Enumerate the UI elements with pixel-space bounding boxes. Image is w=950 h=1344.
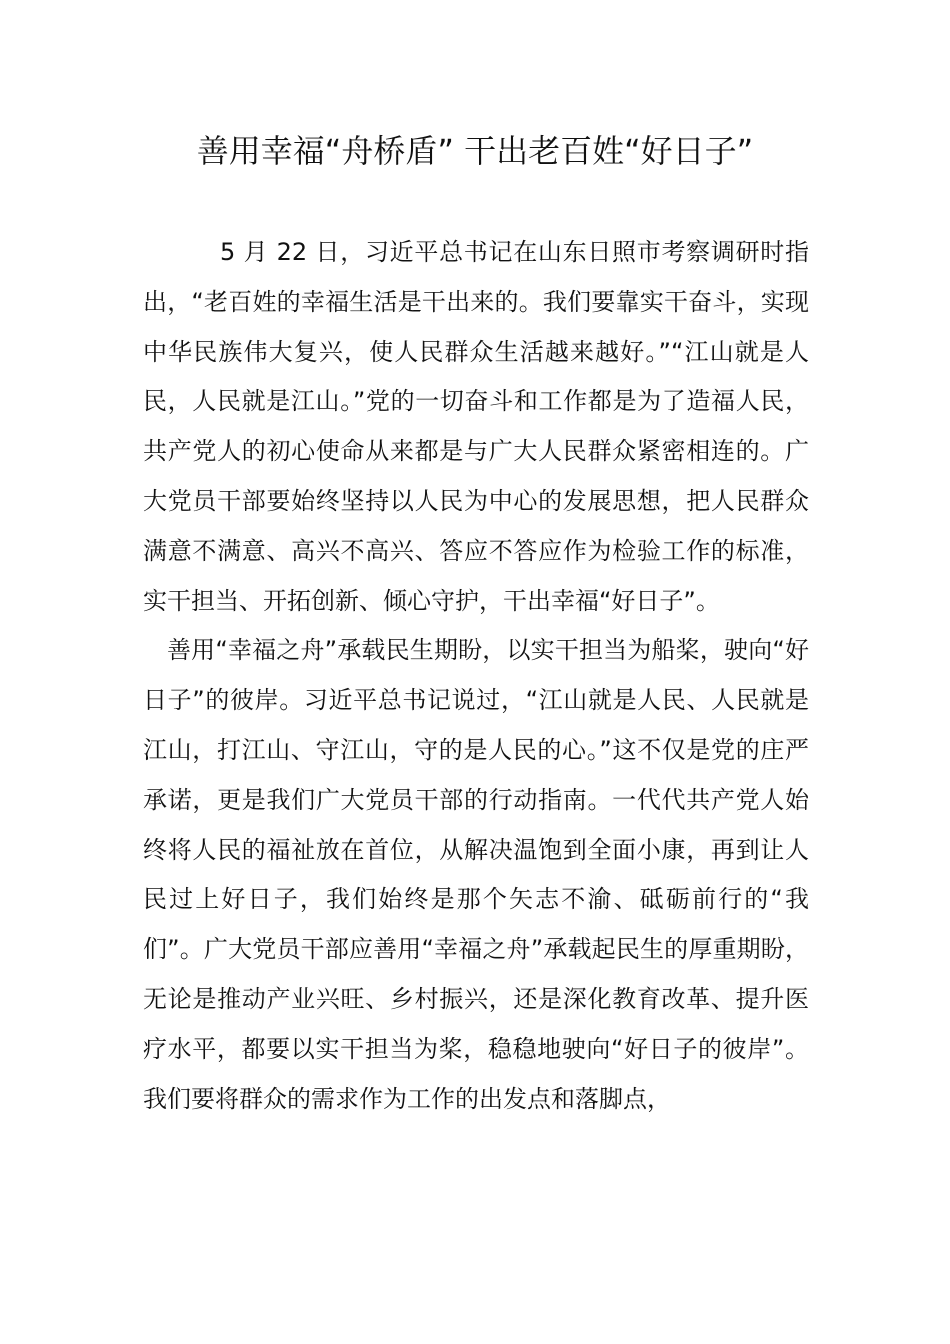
document-title: 善用幸福“舟桥盾” 干出老百姓“好日子” [196, 132, 754, 170]
paragraph-2: 善用“幸福之舟”承载民生期盼，以实干担当为船桨，驶向“好日子”的彼岸。习近平总书记说过，“江山就是人民、人民就是江山，打江山、守江山，守的是人民的心。”这不仅是党的庄严承诺，更是我们广大党员干部的行动指南。一代代共产党人始终将人民的福祉放在首位，从解决温饱到全面小康，再到让人民过上好日子，我们始终是那个矢志不渝、砥砺前行的“我们”。广大党员干部应善用“幸福之舟”承载起民生的厚重期盼，无论是推动产业兴旺、乡村振兴，还是深化教育改革、提升医疗水平，都要以实干担当为桨，稳稳地驶向“好日子的彼岸”。我们要将群众的需求作为工作的出发点和落脚点， [143, 636, 809, 1113]
document-body [143, 228, 809, 1124]
paragraph-1: 5 月 22 日，习近平总书记在山东日照市考察调研时指出，“老百姓的幸福生活是干出来的。我们要靠实干奋斗，实现中华民族伟大复兴，使人民群众生活越来越好。”“江山就是人民，人民就是江山。”党的一切奋斗和工作都是为了造福人民，共产党人的初心使命从来都是与广大人民群众紧密相连的。广大党员干部要始终坚持以人民为中心的发展思想，把人民群众满意不满意、高兴不高兴、答应不答应作为检验工作的标准，实干担当、开拓创新、倾心守护，干出幸福“好日子”。 [143, 238, 809, 615]
